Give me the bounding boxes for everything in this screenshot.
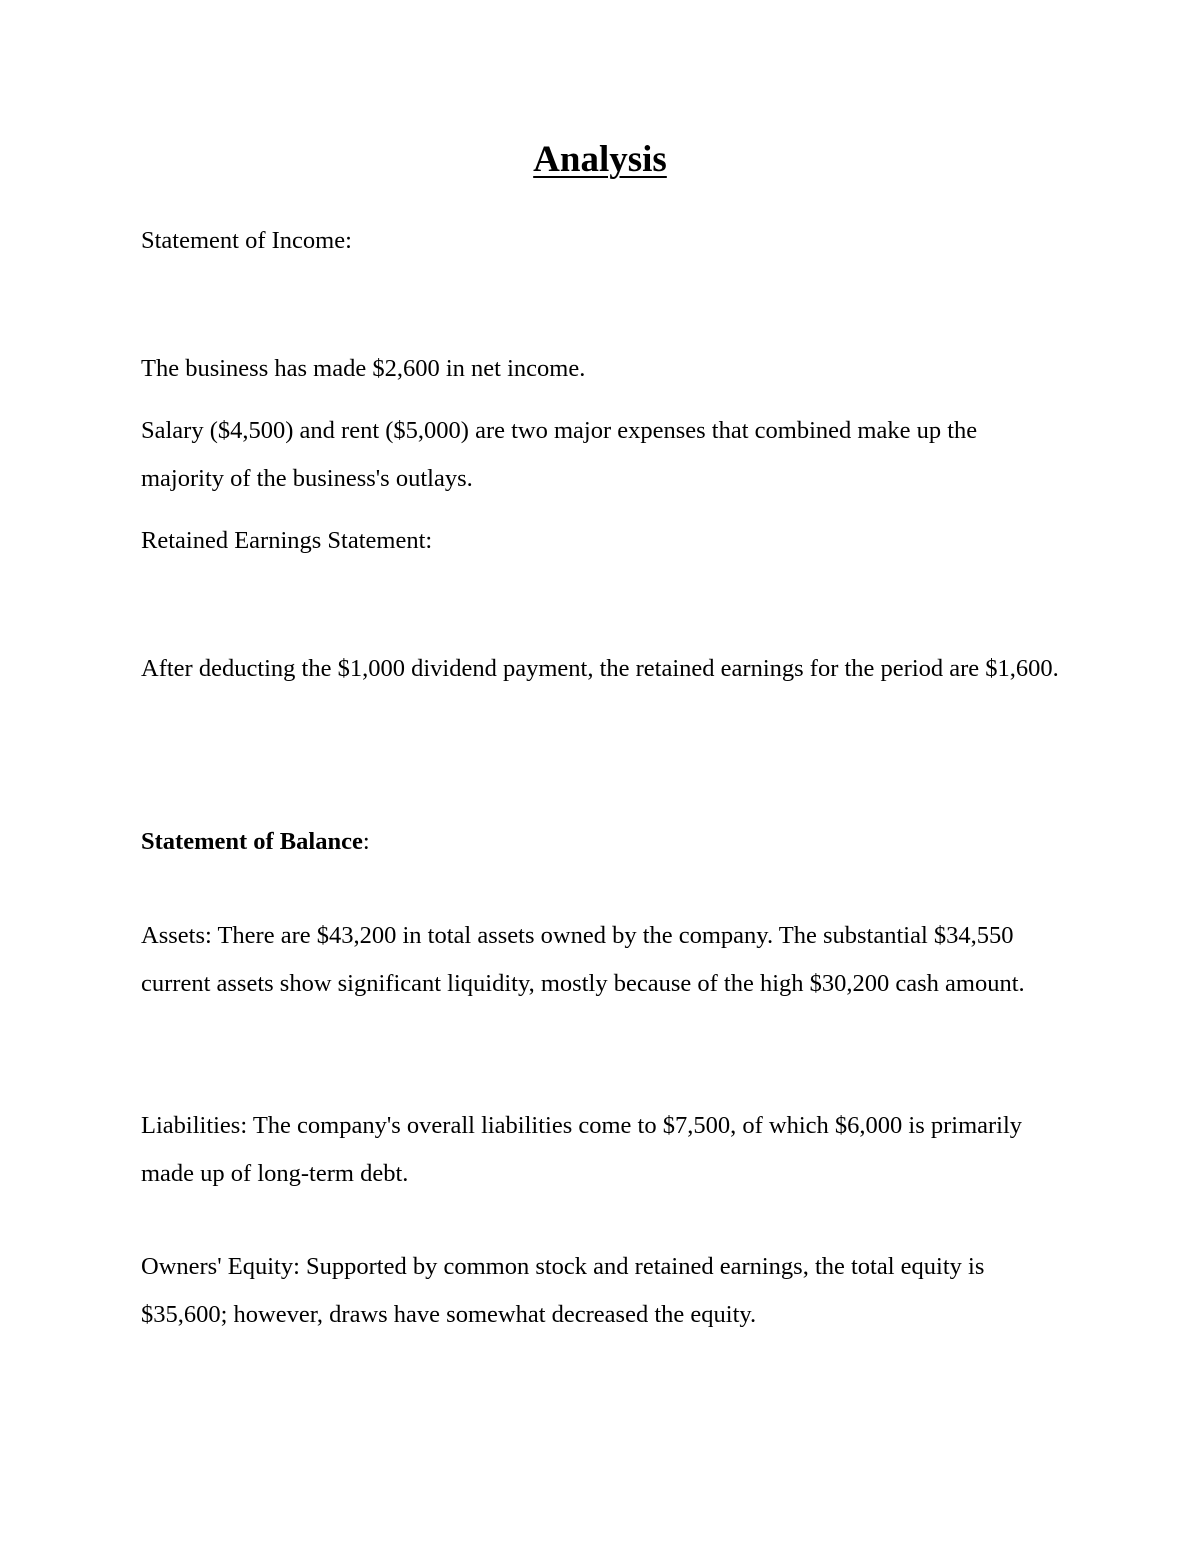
liabilities-paragraph: Liabilities: The company's overall liabilities come to $7,500, of which $6,000 is primarily made up of long-term debt. <box>141 1112 1023 1187</box>
income-statement-heading: Statement of Income: <box>141 227 352 254</box>
retained-earnings-paragraph: After deducting the $1,000 dividend payment, the retained earnings for the period are $1,600. <box>141 655 1059 682</box>
equity-paragraph: Owners' Equity: Supported by common stock and retained earnings, the total equity is $35,600; however, draws have somewhat decreased the equity. <box>141 1253 985 1328</box>
balance-heading-colon: : <box>362 828 370 855</box>
balance-statement-heading <box>141 818 1061 866</box>
assets-paragraph: Assets: There are $43,200 in total assets owned by the company. The substantial $34,550 current assets show significant liquidity, mostly because of the high $30,200 cash amount. <box>141 922 1025 997</box>
balance-heading-text: Statement of Balance <box>141 828 363 855</box>
page-title: Analysis <box>533 139 667 180</box>
net-income-paragraph: The business has made $2,600 in net income. <box>141 355 586 382</box>
expenses-paragraph: Salary ($4,500) and rent ($5,000) are two major expenses that combined make up the majority of the business's outlays. <box>141 417 978 492</box>
retained-earnings-heading: Retained Earnings Statement: <box>141 527 433 554</box>
